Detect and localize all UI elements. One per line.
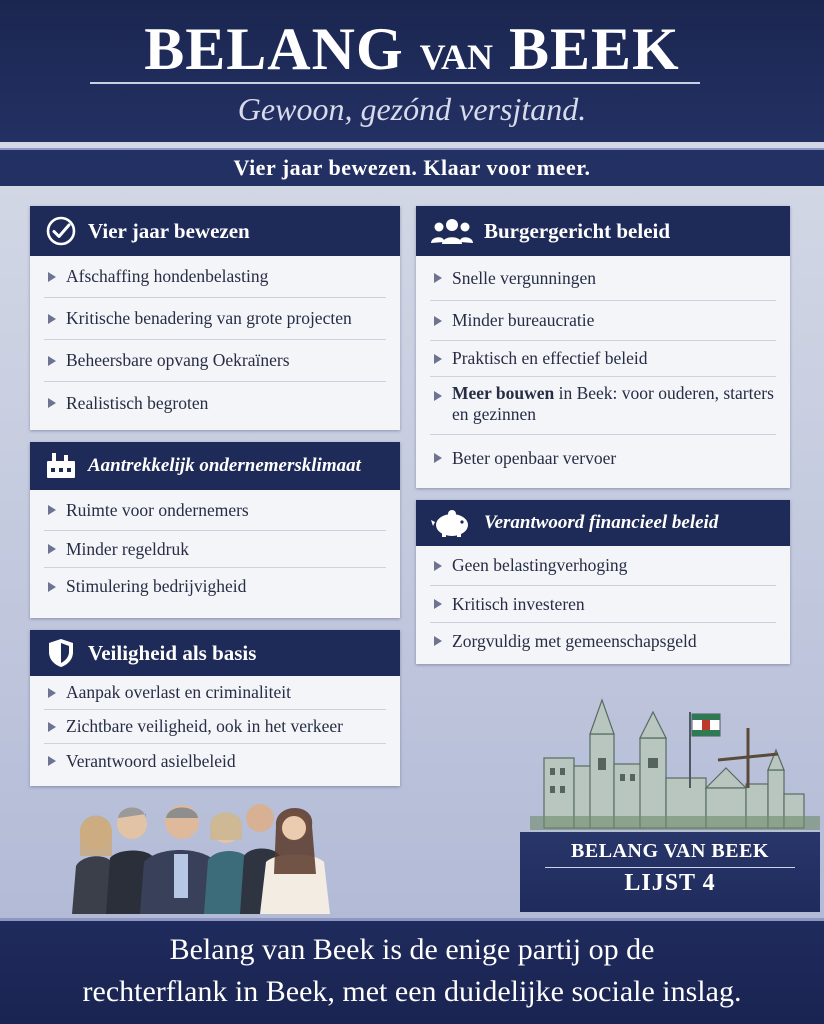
bullet-arrow-icon [48,756,56,766]
card-business-list [30,490,400,605]
list-item-text: Realistisch begroten [66,392,209,413]
party-slogan: Gewoon, gezónd versjtand. [237,91,587,127]
list-item [44,340,386,382]
bullet-arrow-icon [48,398,56,408]
list-item-text: Zorgvuldig met gemeenschapsgeld [452,630,697,651]
list-item [44,490,386,531]
card-proven-title: Vier jaar bewezen [88,218,250,243]
people-icon [430,214,474,248]
town-skyline-illustration [530,698,820,832]
bullet-arrow-icon [48,356,56,366]
list-item-text: Stimulering bedrijvigheid [66,576,247,596]
list-item-text: Beheersbare opvang Oekraïners [66,350,290,370]
list-item [430,623,776,659]
list-item-text: Kritisch investeren [452,593,585,614]
check-circle-icon [44,214,78,248]
card-business [30,442,400,618]
list-item-text [452,383,776,425]
header [0,0,824,142]
bullet-arrow-icon [434,316,442,326]
list-item-bold-text: Meer bouwen [452,383,555,403]
title-van: VAN [419,37,493,77]
title-divider [90,82,700,84]
list-item [430,586,776,623]
list-item [430,341,776,377]
list-panel-party-name: BELANG VAN BEEK [571,840,769,862]
list-panel-number: LIJST 4 [624,870,716,896]
piggy-bank-icon [430,506,474,540]
footer-statement [0,918,824,1024]
card-finance-list [416,546,790,659]
card-citizen-header [416,206,790,256]
list-item [430,301,776,341]
bullet-arrow-icon [48,544,56,554]
list-item [430,377,776,435]
card-citizen [416,206,790,488]
list-panel-divider [545,867,795,868]
list-item-text: Aanpak overlast en criminaliteit [66,682,291,702]
bullet-arrow-icon [48,582,56,592]
bullet-arrow-icon [48,722,56,732]
bullet-arrow-icon [434,273,442,283]
bullet-arrow-icon [48,272,56,282]
list-item-text: Beter openbaar vervoer [452,447,617,468]
list-item [44,676,386,710]
card-proven-header [30,206,400,256]
bullet-arrow-icon [434,453,442,463]
card-safety [30,630,400,786]
party-title [0,14,824,92]
bullet-arrow-icon [48,314,56,324]
card-finance-header [416,500,790,546]
card-proven-list [30,256,400,424]
list-item [430,546,776,586]
list-item-text: Geen belastingverhoging [452,555,628,575]
list-item [44,531,386,568]
list-item-text: Ruimte voor ondernemers [66,499,249,520]
card-business-title: Aantrekkelijk ondernemersklimaat [88,455,361,476]
list-item-text: Praktisch en effectief beleid [452,348,648,368]
list-item [430,435,776,481]
footer-line-1: Belang van Beek is de enige partij op de [169,933,655,966]
card-finance [416,500,790,664]
card-finance-title: Verantwoord financieel beleid [484,512,719,533]
card-business-header [30,442,400,490]
bullet-arrow-icon [434,354,442,364]
candidates-group-photo [70,796,340,914]
list-item-text: Kritische benadering van grote projecten [66,308,352,328]
list-item-text: Verantwoord asielbeleid [66,750,236,771]
list-item [430,256,776,301]
card-proven [30,206,400,430]
card-citizen-list [416,256,790,481]
bullet-arrow-icon [48,688,56,698]
list-item [44,298,386,340]
card-safety-header [30,630,400,676]
bullet-arrow-icon [434,599,442,609]
title-part2: BEEK [509,16,680,82]
list-item [44,382,386,424]
bullet-arrow-icon [434,636,442,646]
bullet-arrow-icon [434,561,442,571]
list-item-rest-text: in Beek: voor ouderen, starters en gezinnen [452,383,774,424]
title-part1: BELANG [144,16,404,82]
factory-icon [44,449,78,483]
shield-icon [44,636,78,670]
list-item-text: Zichtbare veiligheid, ook in het verkeer [66,716,343,736]
bullet-arrow-icon [434,391,442,401]
card-safety-title: Veiligheid als basis [88,640,257,665]
list-item [44,710,386,744]
card-safety-list [30,676,400,778]
list-item [44,744,386,778]
list-number-panel [520,832,820,912]
list-item-text: Afschaffing hondenbelasting [66,266,269,286]
footer-line-2: rechterflank in Beek, met een duidelijke sociale inslag. [82,975,742,1008]
bullet-arrow-icon [48,505,56,515]
list-item [44,256,386,298]
list-item-text: Snelle vergunningen [452,267,597,288]
tagline-band: Vier jaar bewezen. Klaar voor meer. [0,148,824,186]
list-item [44,568,386,605]
list-item-text: Minder bureaucratie [452,310,595,330]
card-citizen-title: Burgergericht beleid [484,218,671,243]
list-item-text: Minder regeldruk [66,538,189,559]
